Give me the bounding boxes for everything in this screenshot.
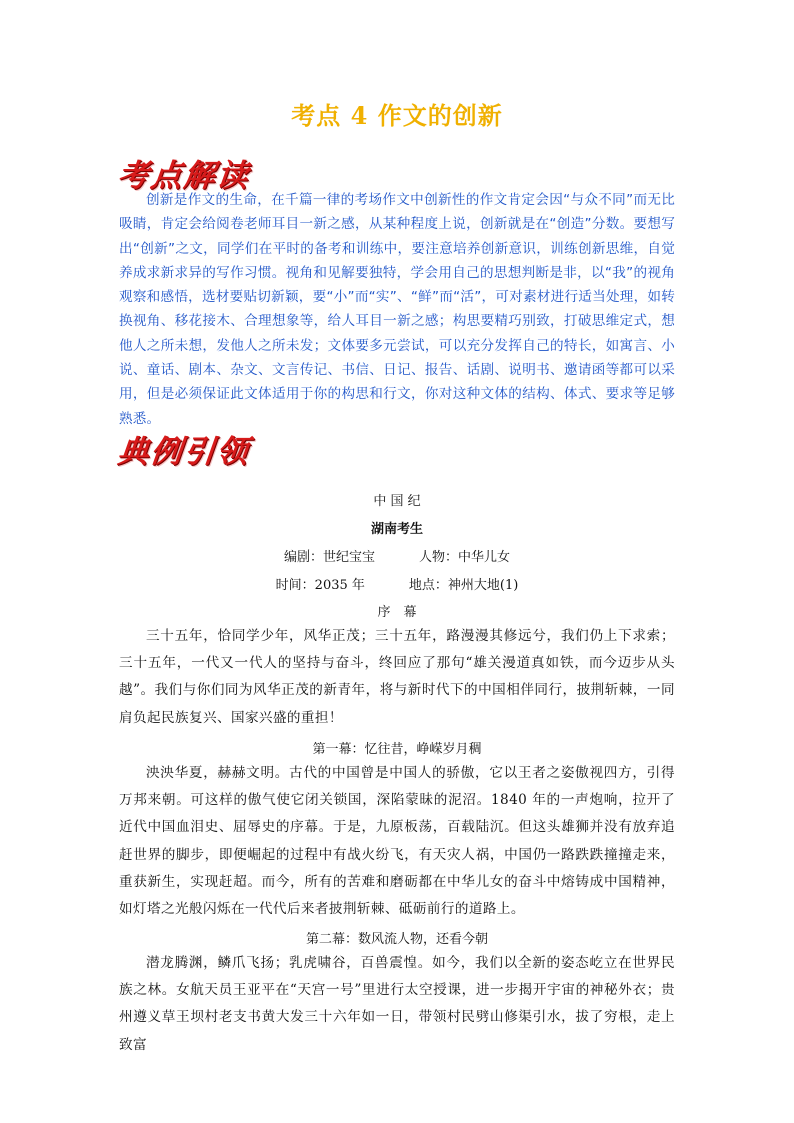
essay-author: 湖南考生: [370, 522, 423, 537]
section-heading-reading: 考点解读: [115, 158, 252, 194]
essay-place: 地点：神州大地(1): [408, 578, 519, 593]
prologue-text: 三十五年，恰同学少年，风华正茂；三十五年，路漫漫其修远兮，我们仍上下求索；三十五年，一代又一代人的坚持与奋斗，终回应了那句“雄关漫道真如铁，而今迈步从头越”。我们与你们同为风华正茂的新青年，将与新时代下的中国相伴同行，披荆斩棘，一同肩负起民族复兴、国家兴盛的重担！: [119, 628, 675, 726]
section-heading-example: 典例引领: [115, 434, 252, 470]
document-title: 考点 4 作文的创新: [291, 101, 503, 130]
intro-text: 创新是作文的生命，在千篇一律的考场作文中创新性的作文肯定会因“与众不同”而无比吸睛，肯定会给阅卷老师耳目一新之感，从某种程度上说，创新就是在“创造”分数。要想写出“创新”之文，同学们在平时的备考和训练中，要注意培养创新意识，训练创新思维，自觉养成求新求异的写作习惯。视角和见解要独特，学会用自己的思想判断是非，以“我”的视角观察和感悟，选材要贴切新颖，要“小”而“实”、“鲜”而“活”，可对素材进行适当处理，如转换视角、移花接木、合理想象等，给人耳目一新之感；构思要精巧别致，打破思维定式，想他人之所未想，发他人之所未发；文体要多元尝试，可以充分发挥自己的特长，如寓言、小说、童话、剧本、杂文、文言传记、书信、日记、报告、话剧、说明书、邀请函等都可以采用，但是必须保证此文体适用于你的构思和行文，你对这种文体的结构、体式、要求等足够熟悉。: [119, 192, 675, 427]
act1-paragraph: [119, 760, 675, 923]
prologue-paragraph: [119, 623, 675, 732]
act2-paragraph: [119, 950, 675, 1059]
essay-meta-line-1: [0, 546, 794, 565]
essay-time: 时间：2035 年: [275, 578, 365, 593]
essay-writer: 编剧：世纪宝宝: [283, 550, 375, 565]
act2-text: 潜龙腾渊，鳞爪飞扬；乳虎啸谷，百兽震惶。如今，我们以全新的姿态屹立在世界民族之林。女航天员王亚平在“天宫一号”里进行太空授课，进一步揭开宇宙的神秘外衣；贵州遵义草王坝村老支书黄大发三十六年如一日，带领村民劈山修渠引水，拔了穷根，走上致富: [119, 955, 675, 1053]
act2-title: 第二幕：数风流人物，还看今朝: [305, 932, 488, 947]
act1-title: 第一幕：忆往昔，峥嵘岁月稠: [312, 742, 482, 757]
essay-title: 中 国 纪: [373, 494, 421, 509]
act1-text: 泱泱华夏，赫赫文明。古代的中国曾是中国人的骄傲，它以王者之姿傲视四方，引得万邦来朝。可这样的傲气使它闭关锁国，深陷蒙昧的泥沼。1840 年的一声炮响，拉开了近代中国血泪史、屈辱史的序幕。于是，九原板荡，百载陆沉。但这头雄狮并没有放弃追赶世界的脚步，即便崛起的过程中有战火纷飞，有天灾人祸，中国仍一路跌跌撞撞走来，重获新生，实现赶超。而今，所有的苦难和磨砺都在中华儿女的奋斗中熔铸成中国精神，如灯塔之光般闪烁在一代代后来者披荆斩棘、砥砺前行的道路上。: [119, 765, 675, 918]
essay-meta-line-2: [0, 574, 794, 593]
essay-characters: 人物：中华儿女: [419, 550, 511, 565]
intro-paragraph: [119, 188, 675, 431]
prologue-title: 序 幕: [377, 605, 417, 620]
